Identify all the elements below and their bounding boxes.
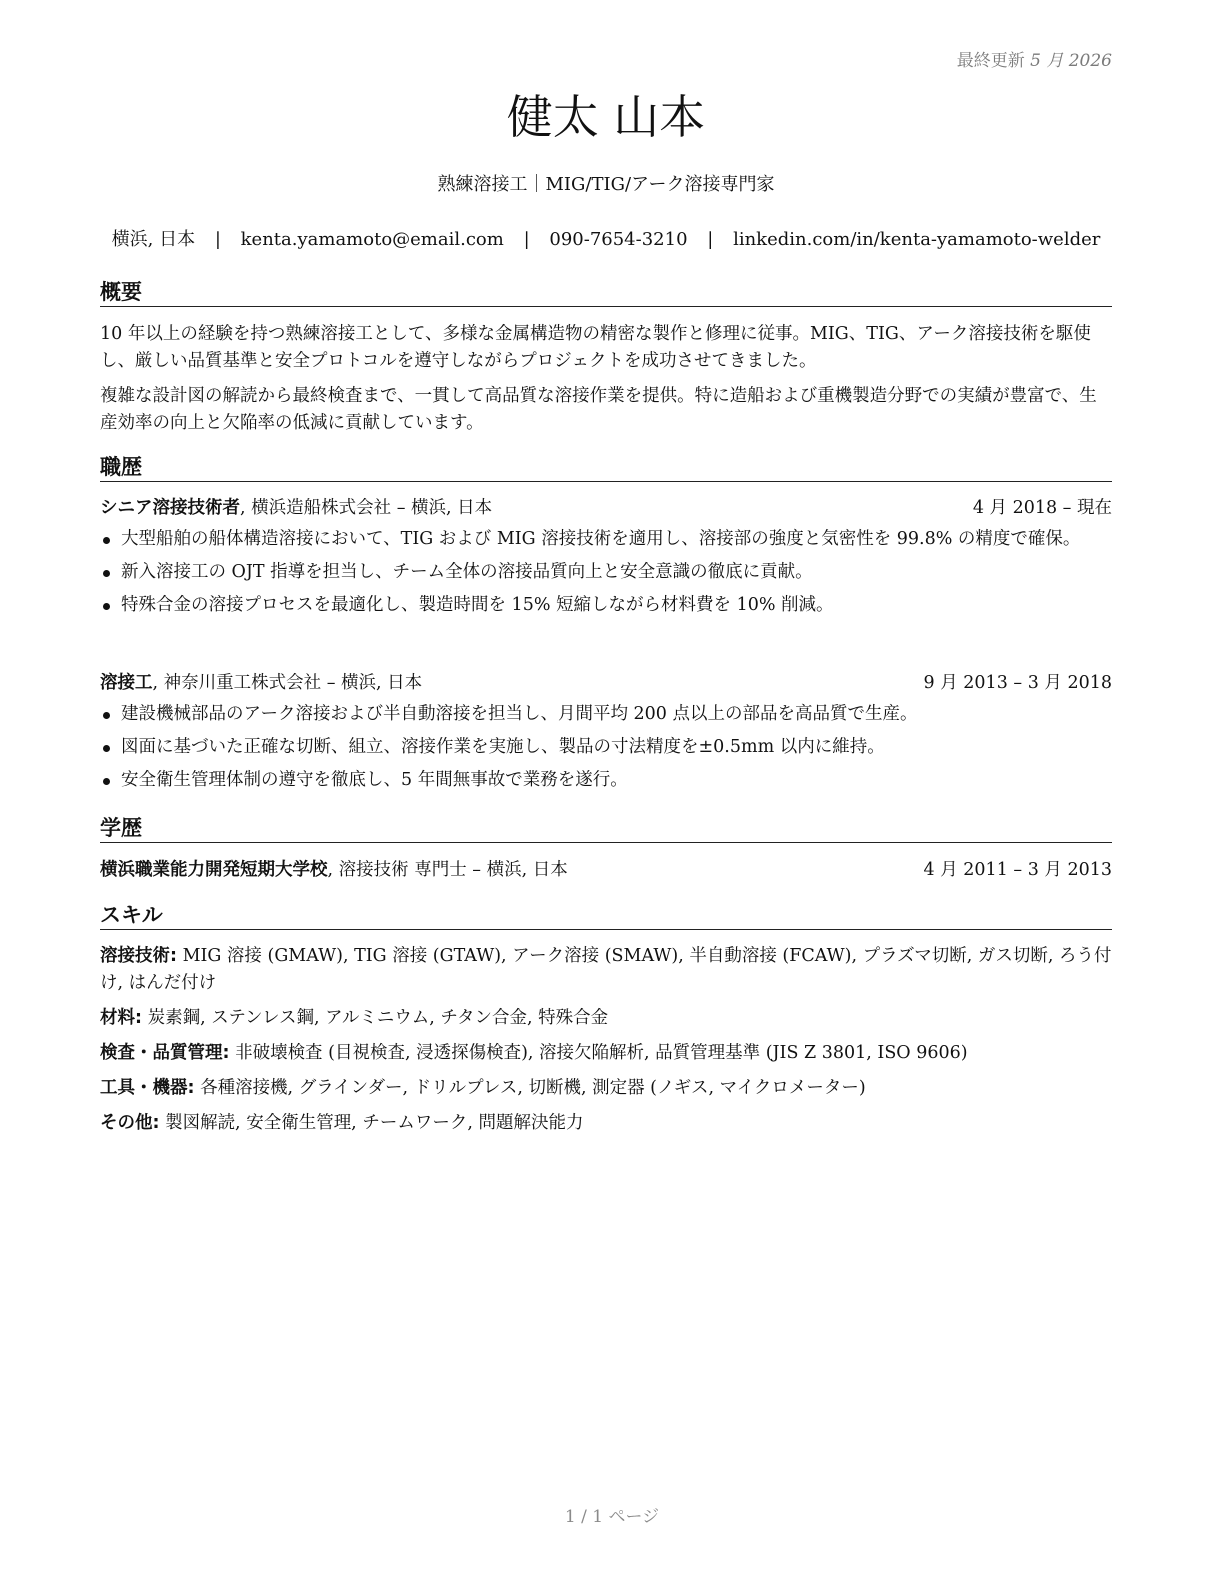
education-entry [100, 857, 1112, 884]
contact-separator: | [523, 229, 530, 250]
job-bullet: 新入溶接工の OJT 指導を担当し、チーム全体の溶接品質向上と安全意識の徹底に貢献。 [100, 559, 1112, 586]
job-bullet: 図面に基づいた正確な切断、組立、溶接作業を実施し、製品の寸法精度を±0.5mm 以内に維持。 [100, 734, 1112, 761]
job-company: , 神奈川重工株式会社 – 横浜, 日本 [152, 673, 423, 693]
summary-paragraph: 10 年以上の経験を持つ熟練溶接工として、多様な金属構造物の精密な製作と修理に従事。MIG、TIG、アーク溶接技術を駆使し、厳しい品質基準と安全プロトコルを遵守しながらプロジェクトを成功させてきました。 [100, 324, 1091, 371]
job-dates: 4 月 2018 – 現在 [972, 498, 1112, 518]
section-title-experience: 職歴 [100, 453, 1112, 482]
education-school: 横浜職業能力開発短期大学校 [100, 860, 328, 880]
job-bullet: 建設機械部品のアーク溶接および半自動溶接を担当し、月間平均 200 点以上の部品を高品質で生産。 [100, 701, 1112, 728]
skill-label: 検査・品質管理: [100, 1043, 230, 1063]
job-role: 溶接工 [100, 673, 153, 693]
education-header [100, 857, 1112, 884]
last-updated-label: 最終更新 [956, 51, 1025, 71]
summary-section [100, 321, 1112, 445]
skill-label: 材料: [100, 1008, 142, 1028]
job-dates: 9 月 2013 – 3 月 2018 [923, 673, 1112, 693]
skill-label: その他: [100, 1113, 160, 1133]
job-role: シニア溶接技術者 [100, 498, 240, 518]
job-header [100, 670, 1112, 697]
skill-row [100, 1040, 1112, 1067]
contact-email[interactable]: kenta.yamamoto@email.com [240, 229, 504, 250]
job-title-line [100, 495, 492, 522]
job-entry [100, 670, 1112, 800]
section-title-skills: スキル [100, 901, 1112, 930]
skill-row [100, 1075, 1112, 1102]
job-header [100, 495, 1112, 522]
candidate-name: 健太 山本 [506, 90, 706, 144]
contact-separator: | [707, 229, 714, 250]
contact-phone[interactable]: 090-7654-3210 [549, 229, 688, 250]
contact-separator: | [214, 229, 221, 250]
contact-location: 横浜, 日本 [111, 229, 196, 250]
last-updated-date: 5 月 2026 [1030, 51, 1112, 71]
education-title-line [100, 857, 568, 884]
page-number: 1 / 1 ページ [564, 1507, 660, 1527]
skill-row [100, 1110, 1112, 1137]
skill-row [100, 1005, 1112, 1032]
education-dates: 4 月 2011 – 3 月 2013 [923, 860, 1112, 880]
skill-value: 各種溶接機, グラインダー, ドリルプレス, 切断機, 測定器 (ノギス, マイクロメーター) [194, 1078, 866, 1098]
skill-value: 炭素鋼, ステンレス鋼, アルミニウム, チタン合金, 特殊合金 [142, 1008, 609, 1028]
summary-paragraph: 複雑な設計図の解読から最終検査まで、一貫して高品質な溶接作業を提供。特に造船および重機製造分野での実績が豊富で、生産効率の向上と欠陥率の低減に貢献しています。 [100, 386, 1097, 433]
contact-line [100, 225, 1112, 251]
job-bullet: 特殊合金の溶接プロセスを最適化し、製造時間を 15% 短縮しながら材料費を 10% 削減。 [100, 592, 1112, 619]
job-title-line [100, 670, 422, 697]
last-updated [957, 46, 1112, 71]
skills-section [100, 943, 1112, 1145]
skill-value: 非破壊検査 (目視検査, 浸透探傷検査), 溶接欠陥解析, 品質管理基準 (JIS Z 3801, ISO 9606) [229, 1043, 968, 1063]
job-bullet: 安全衛生管理体制の遵守を徹底し、5 年間無事故で業務を遂行。 [100, 767, 1112, 794]
job-bullets [100, 701, 1112, 794]
education-detail: , 溶接技術 専門士 – 横浜, 日本 [327, 860, 568, 880]
section-title-education: 学歴 [100, 814, 1112, 843]
skill-value: MIG 溶接 (GMAW), TIG 溶接 (GTAW), アーク溶接 (SMAW), 半自動溶接 (FCAW), プラズマ切断, ガス切断, ろう付け, はんだ付け [100, 946, 1112, 993]
candidate-headline: 熟練溶接工｜MIG/TIG/アーク溶接専門家 [437, 174, 775, 195]
job-entry [100, 495, 1112, 625]
skill-label: 工具・機器: [100, 1078, 195, 1098]
skill-row [100, 943, 1112, 997]
job-bullet: 大型船舶の船体構造溶接において、TIG および MIG 溶接技術を適用し、溶接部の強度と気密性を 99.8% の精度で確保。 [100, 526, 1112, 553]
skill-label: 溶接技術: [100, 946, 177, 966]
job-company: , 横浜造船株式会社 – 横浜, 日本 [240, 498, 493, 518]
job-bullets [100, 526, 1112, 619]
contact-linkedin[interactable]: linkedin.com/in/kenta-yamamoto-welder [733, 229, 1101, 250]
skill-value: 製図解読, 安全衛生管理, チームワーク, 問題解決能力 [159, 1113, 584, 1133]
section-title-summary: 概要 [100, 278, 1112, 307]
